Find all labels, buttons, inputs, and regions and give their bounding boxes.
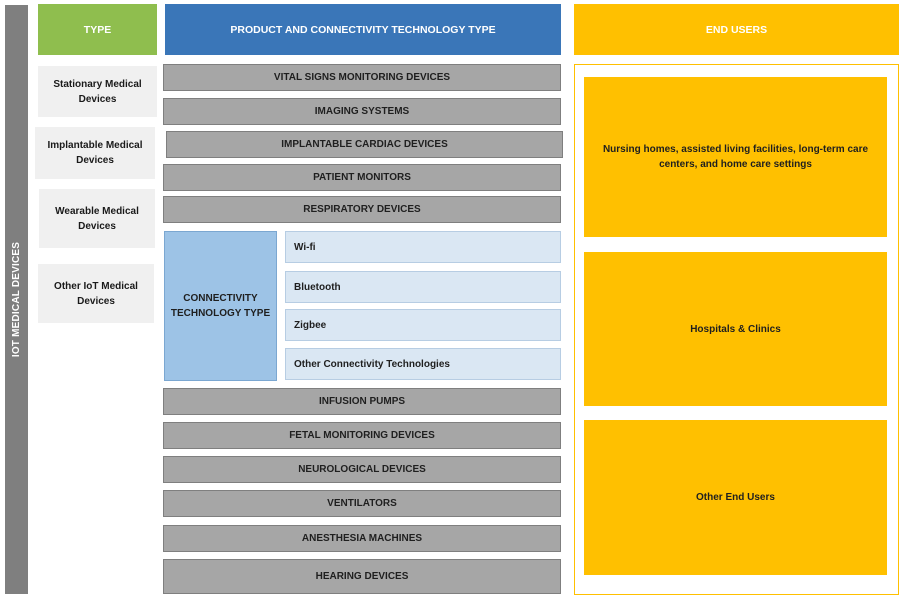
connectivity-wifi: Wi-fi bbox=[285, 231, 561, 263]
type-item-other-iot: Other IoT Medical Devices bbox=[38, 264, 154, 323]
end-user-hospitals: Hospitals & Clinics bbox=[584, 252, 887, 406]
type-item-stationary: Stationary Medical Devices bbox=[38, 66, 157, 117]
connectivity-other: Other Connectivity Technologies bbox=[285, 348, 561, 380]
side-label: IOT MEDICAL DEVICES bbox=[11, 241, 23, 358]
product-infusion-pumps: INFUSION PUMPS bbox=[163, 388, 561, 415]
type-item-implantable: Implantable Medical Devices bbox=[35, 127, 155, 179]
type-header: TYPE bbox=[38, 4, 157, 55]
product-vital-signs: VITAL SIGNS MONITORING DEVICES bbox=[163, 64, 561, 91]
product-fetal-monitoring: FETAL MONITORING DEVICES bbox=[163, 422, 561, 449]
product-anesthesia-machines: ANESTHESIA MACHINES bbox=[163, 525, 561, 552]
product-header: PRODUCT AND CONNECTIVITY TECHNOLOGY TYPE bbox=[165, 4, 561, 55]
connectivity-zigbee: Zigbee bbox=[285, 309, 561, 341]
product-imaging-systems: IMAGING SYSTEMS bbox=[163, 98, 561, 125]
connectivity-bluetooth: Bluetooth bbox=[285, 271, 561, 303]
end-users-header: END USERS bbox=[574, 4, 899, 55]
product-neurological-devices: NEUROLOGICAL DEVICES bbox=[163, 456, 561, 483]
side-label-bar bbox=[5, 5, 28, 594]
product-ventilators: VENTILATORS bbox=[163, 490, 561, 517]
connectivity-label: CONNECTIVITY TECHNOLOGY TYPE bbox=[164, 231, 277, 381]
product-hearing-devices: HEARING DEVICES bbox=[163, 559, 561, 594]
product-implantable-cardiac: IMPLANTABLE CARDIAC DEVICES bbox=[166, 131, 563, 158]
type-item-wearable: Wearable Medical Devices bbox=[39, 189, 155, 248]
product-patient-monitors: PATIENT MONITORS bbox=[163, 164, 561, 191]
end-user-nursing-homes: Nursing homes, assisted living facilities, long-term care centers, and home care settings bbox=[584, 77, 887, 237]
end-user-other: Other End Users bbox=[584, 420, 887, 575]
product-respiratory-devices: RESPIRATORY DEVICES bbox=[163, 196, 561, 223]
